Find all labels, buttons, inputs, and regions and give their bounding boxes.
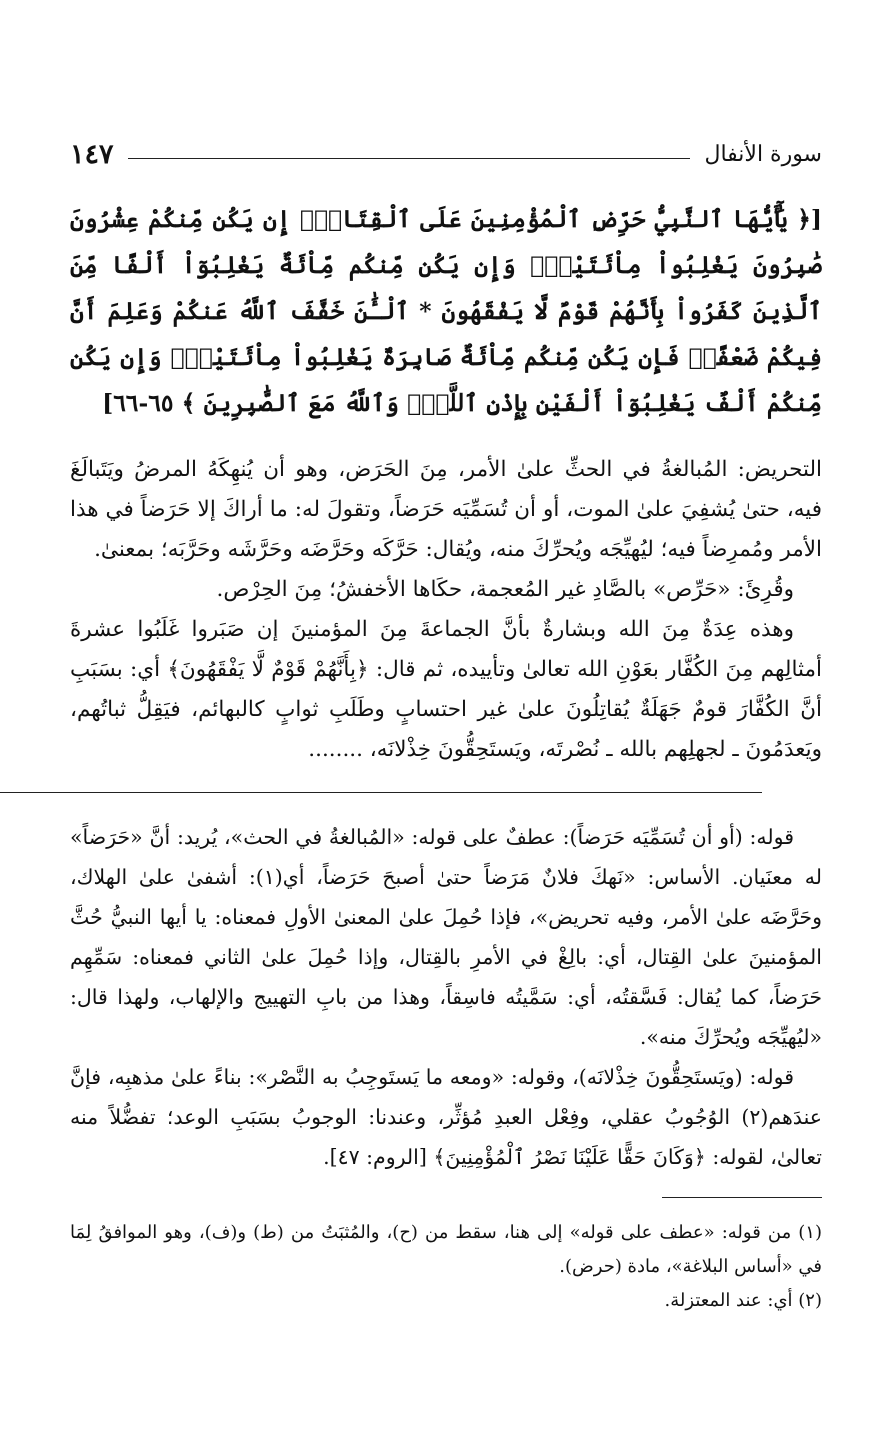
section-divider — [0, 792, 762, 793]
page — [70, 130, 822, 1318]
commentary-paragraph-2: قوله: (ويَستَحِقُّونَ خِذْلانَه)، وقوله: «ومعه ما يَستَوجِبُ به النَّصْر»: بناءً علىٰ مذهبِه، فإنَّ عندَهم(٢) الوُجُوبُ عقلي، وفِعْل العبدِ مُؤثِّر، وعندنا: الوجوبُ بسَبَبِ الوعد؛ تفضُّلاً منه تعالىٰ، لقوله: ﴿وَكَانَ حَقًّا عَلَيْنَا نَصْرُ ٱلْمُؤْمِنِينَ﴾ [الروم: ٤٧]. — [70, 1064, 822, 1169]
footnote-divider — [662, 1197, 822, 1198]
footnote-2: (٢) أي: عند المعتزلة. — [664, 1289, 822, 1311]
tafsir-paragraph-1: التحريض: المُبالغةُ في الحثِّ علىٰ الأمر، مِنَ الحَرَض، وهو أن يُنهِكَهُ المرضُ ويَتَبالَغَ فيه، حتىٰ يُشفِيَ علىٰ الموت، أو أن تُسَمِّيَه حَرَضاً، وتقولَ له: ما أراكَ إلا حَرَضاً في هذا الأمر ومُمرِضاً فيه؛ ليُهيِّجَه ويُحرِّكَ منه، ويُقال: حَرَّكَه وحَرَّضَه وحَرَّشَه وحَرَّبَه؛ بمعنىٰ. — [70, 456, 822, 562]
running-header — [70, 130, 822, 178]
page-number: ١٤٧ — [70, 138, 114, 170]
surah-title: سورة الأنفال — [704, 141, 822, 167]
tafsir-paragraph-2: وقُرِئَ: «حَرِّص» بالصَّادِ غير المُعجمة، حكَاها الأخفشُ؛ مِنَ الحِرْص. — [216, 576, 794, 602]
footnote-1: (١) من قوله: «عطف على قوله» إلى هنا، سقط من (ح)، والمُثبَتُ من (ط) و(ف)، وهو الموافقُ لِمَا في «أساس البلاغة»، مادة (حرض). — [70, 1221, 822, 1277]
header-rule — [128, 158, 691, 159]
tafsir-paragraph-3: وهذه عِدَةٌ مِنَ الله وبشارةٌ بأنَّ الجماعةَ مِنَ المؤمنينَ إن صَبَروا غَلَبُوا عشرةَ أمثالِهم مِنَ الكُفَّار بعَوْنِ الله تعالىٰ وتأييده، ثم قال: ﴿بِأَنَّهُمْ قَوْمٌ لَّا يَفْقَهُونَ﴾ أي: بسَبَبِ أنَّ الكُفَّارَ قومٌ جَهَلَةٌ يُقاتِلُونَ علىٰ غير احتسابٍ وطَلَبِ ثوابٍ كالبهائم، فيَقِلُّ ثباتُهم، ويَعدَمُونَ ـ لجهلِهم بالله ـ نُصْرتَه، ويَستَحِقُّونَ خِذْلانَه، ........ — [70, 616, 822, 762]
commentary-paragraph-1: قوله: (أو أن تُسَمِّيَه حَرَضاً): عطفٌ على قوله: «المُبالغةُ في الحث»، يُريد: أنَّ «حَرَضاً» له معنَيان. الأساس: «نَهكَ فلانٌ مَرَضاً حتىٰ أصبحَ حَرَضاً، أي(١): أشفىٰ علىٰ الهلاك، وحَرَّضَه علىٰ الأمر، وفيه تحريض»، فإذا حُمِلَ علىٰ المعنىٰ الأولِ فمعناه: يا أيها النبيُّ حُثَّ المؤمنينَ علىٰ القِتال، أي: بالِغْ في الأمرِ بالقِتال، وإذا حُمِلَ علىٰ الثاني فمعناه: سَمِّهِم حَرَضاً، كما يُقال: فَسَّقتُه، أي: سَمَّيتُه فاسِقاً، وهذا من بابِ التهييج والإلهاب، ولهذا قال: «ليُهيِّجَه ويُحرِّكَ منه». — [70, 824, 822, 1049]
quran-verse: [﴿ يَٰٓأَيُّهَا ٱلنَّبِيُّ حَرِّضِ ٱلْمُؤْمِنِينَ عَلَى ٱلْقِتَالِۚ إِن يَكُن مِّنكُمْ عِشْرُونَ صَٰبِرُونَ يَغْلِبُواْ مِاْئَتَيْنِۚ وَإِن يَكُن مِّنكُم مِّاْئَةٌ يَغْلِبُوٓاْ أَلْفًا مِّنَ ٱلَّذِينَ كَفَرُواْ بِأَنَّهُمْ قَوْمٌ لَّا يَفْقَهُونَ * ٱلْـَٰٔنَ خَفَّفَ ٱللَّهُ عَنكُمْ وَعَلِمَ أَنَّ فِيكُمْ ضَعْفًاۚ فَإِن يَكُن مِّنكُم مِّاْئَةٌ صَابِرَةٌ يَغْلِبُواْ مِاْئَتَيْنِۚ وَإِن يَكُن مِّنكُمْ أَلْفٌ يَغْلِبُوٓاْ أَلْفَيْنِ بِإِذْنِ ٱللَّهِۗ وَٱللَّهُ مَعَ ٱلصَّٰبِرِينَ ﴾ ٦٥-٦٦] — [70, 205, 822, 417]
